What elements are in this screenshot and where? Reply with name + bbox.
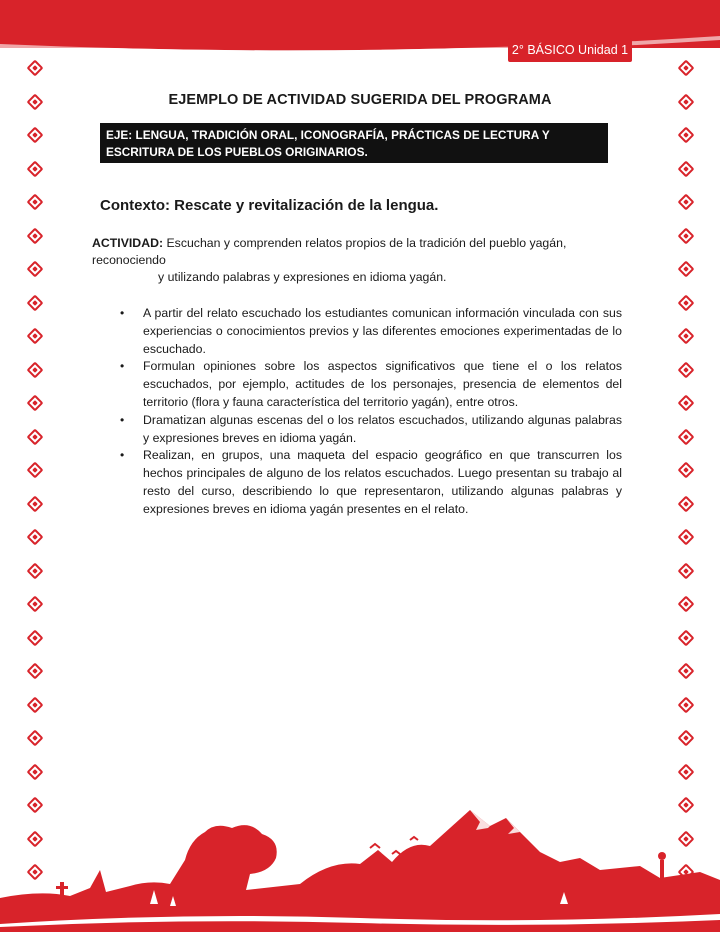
diamond-ornament-icon bbox=[27, 127, 44, 144]
list-item-text: Dramatizan algunas escenas del o los relatos escuchados, utilizando algunas palabras y expresiones breves en idioma yagán. bbox=[143, 412, 622, 445]
eje-box: EJE: LENGUA, TRADICIÓN ORAL, ICONOGRAFÍA, PRÁCTICAS DE LECTURA Y ESCRITURA DE LOS PUEBLOS ORIGINARIOS. bbox=[100, 123, 608, 163]
diamond-ornament-icon bbox=[678, 295, 695, 312]
diamond-ornament-icon bbox=[27, 295, 44, 312]
bullet-icon: • bbox=[120, 448, 125, 463]
diamond-ornament-icon bbox=[678, 663, 695, 680]
diamond-ornament-icon bbox=[27, 529, 44, 546]
landscape-silhouette-icon bbox=[0, 800, 720, 932]
diamond-ornament-icon bbox=[678, 462, 695, 479]
diamond-ornament-icon bbox=[27, 60, 44, 77]
bullet-icon: • bbox=[120, 306, 125, 320]
diamond-ornament-icon bbox=[678, 127, 695, 144]
diamond-ornament-icon bbox=[27, 228, 44, 245]
diamond-ornament-icon bbox=[27, 161, 44, 178]
list-item bbox=[118, 447, 622, 518]
activity-label: ACTIVIDAD: bbox=[92, 236, 164, 250]
diamond-ornament-icon bbox=[678, 362, 695, 379]
diamond-ornament-icon bbox=[27, 697, 44, 714]
diamond-ornament-icon bbox=[678, 161, 695, 178]
list-item bbox=[118, 412, 622, 448]
right-ornament-border bbox=[675, 0, 697, 932]
unit-badge: 2° BÁSICO Unidad 1 bbox=[508, 38, 632, 62]
activity-text-line1: Escuchan y comprenden relatos propios de la tradición del pueblo yagán, reconociendo bbox=[92, 236, 567, 267]
diamond-ornament-icon bbox=[27, 462, 44, 479]
page-title: EJEMPLO DE ACTIVIDAD SUGERIDA DEL PROGRAMA bbox=[168, 92, 552, 108]
diamond-ornament-icon bbox=[27, 395, 44, 412]
diamond-ornament-icon bbox=[678, 596, 695, 613]
diamond-ornament-icon bbox=[678, 730, 695, 747]
left-ornament-border bbox=[24, 0, 46, 932]
activity-block bbox=[92, 235, 622, 286]
diamond-ornament-icon bbox=[678, 228, 695, 245]
diamond-ornament-icon bbox=[27, 730, 44, 747]
diamond-ornament-icon bbox=[678, 630, 695, 647]
diamond-ornament-icon bbox=[678, 328, 695, 345]
diamond-ornament-icon bbox=[27, 429, 44, 446]
list-item bbox=[118, 358, 622, 411]
activity-text-line2: y utilizando palabras y expresiones en idioma yagán. bbox=[158, 270, 447, 284]
diamond-ornament-icon bbox=[678, 496, 695, 513]
diamond-ornament-icon bbox=[27, 261, 44, 278]
diamond-ornament-icon bbox=[27, 563, 44, 580]
list-item bbox=[118, 305, 622, 358]
diamond-ornament-icon bbox=[27, 362, 44, 379]
diamond-ornament-icon bbox=[678, 261, 695, 278]
diamond-ornament-icon bbox=[27, 328, 44, 345]
diamond-ornament-icon bbox=[678, 194, 695, 211]
list-item-text: A partir del relato escuchado los estudiantes comunican información vinculada con sus experiencias o conocimientos previos y las diferentes emociones experimentadas de lo escuchado. bbox=[143, 306, 622, 356]
diamond-ornament-icon bbox=[678, 395, 695, 412]
list-item-text: Realizan, en grupos, una maqueta del espacio geográfico en que transcurren los hechos principales de alguno de los relatos escuchados. Luego presentan su trabajo al resto del curso, describiendo lo que representaron, utilizando algunas palabras y expresiones breves en idioma yagán presentes en el relato. bbox=[143, 448, 622, 516]
bullet-icon: • bbox=[120, 359, 125, 374]
diamond-ornament-icon bbox=[27, 596, 44, 613]
diamond-ornament-icon bbox=[27, 764, 44, 781]
diamond-ornament-icon bbox=[678, 429, 695, 446]
diamond-ornament-icon bbox=[27, 663, 44, 680]
activity-bullet-list bbox=[118, 305, 622, 519]
diamond-ornament-icon bbox=[678, 529, 695, 546]
diamond-ornament-icon bbox=[678, 697, 695, 714]
diamond-ornament-icon bbox=[678, 764, 695, 781]
diamond-ornament-icon bbox=[27, 496, 44, 513]
context-heading: Contexto: Rescate y revitalización de la lengua. bbox=[100, 197, 439, 214]
diamond-ornament-icon bbox=[678, 60, 695, 77]
bullet-icon: • bbox=[120, 412, 125, 427]
list-item-text: Formulan opiniones sobre los aspectos significativos que tiene el o los relatos escuchados, por ejemplo, actitudes de los personajes, presencia de elementos del territorio (flora y fauna característica del territorio yagán), entre otros. bbox=[143, 359, 622, 409]
diamond-ornament-icon bbox=[27, 194, 44, 211]
diamond-ornament-icon bbox=[678, 563, 695, 580]
diamond-ornament-icon bbox=[27, 630, 44, 647]
